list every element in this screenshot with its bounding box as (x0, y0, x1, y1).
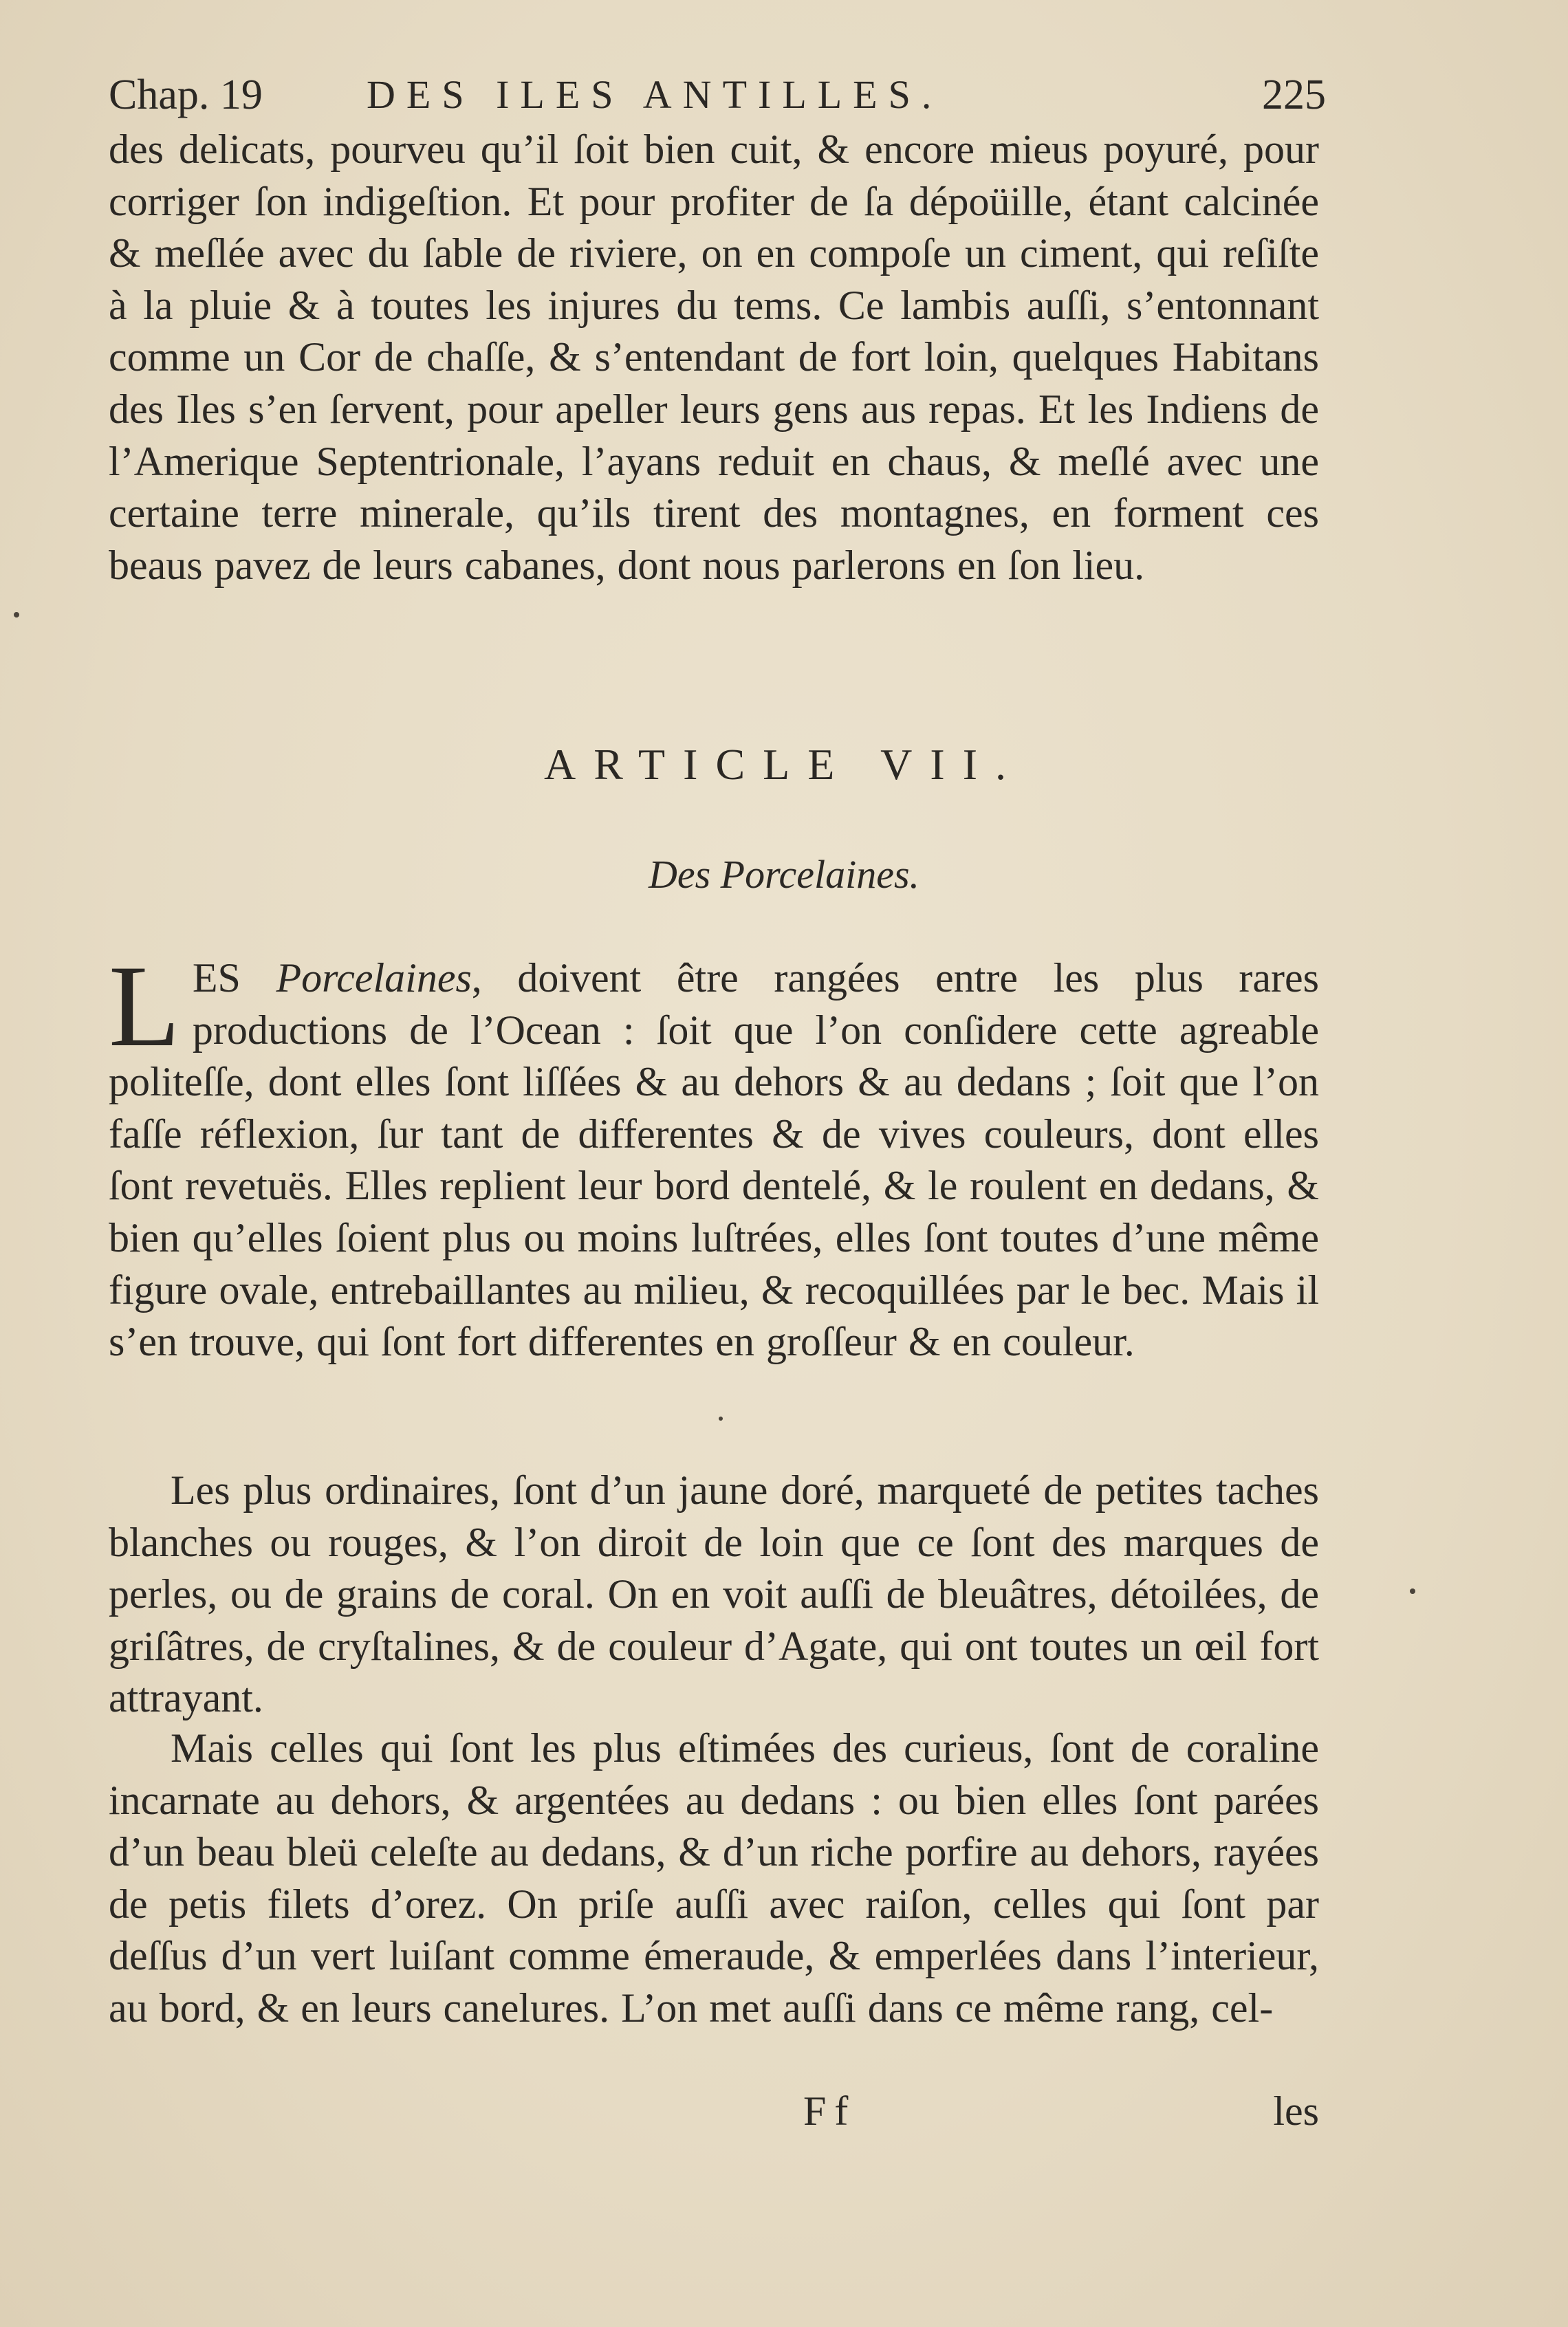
running-title: DES ILES ANTILLES. (367, 72, 943, 117)
page-footer (109, 2084, 1319, 2139)
paragraph-ordinaires: Les plus ordinaires, ſont d’un jaune doré, marqueté de petites taches blanches ou rouges, & l’on diroit de loin que ce ſont des marques de perles, ou de grains de coral. On en voit auſſi de bleuâtres, détoilées, de griſâtres, de cryſtalines, & de couleur d’Agate, qui ont toutes un œil fort attrayant. (109, 1467, 1319, 1721)
italic-term: Porcelaines (276, 955, 472, 1001)
paper-speck (719, 1417, 723, 1421)
article-heading: ARTICLE VII. (543, 740, 1025, 789)
signature-mark: Ff (803, 2088, 857, 2134)
paragraph-porcelaines-intro (109, 941, 1319, 1368)
paper-speck (1410, 1588, 1415, 1594)
article-subtitle: Des Porcelaines. (648, 852, 920, 897)
chapter-label: Chap. 19 (109, 72, 263, 118)
paragraph-lambis: des delicats, pourveu qu’il ſoit bien cuit, & encore mieus poyuré, pour corriger ſon indigeſtion. Et pour profiter de ſa dépoüille, étant calcinée & meſlée avec du ſable de riviere, on en compoſe un ciment, qui reſiſte à la pluie & à toutes les injures du tems. Ce lambis auſſi, s’entonnant comme un Cor de chaſſe, & s’entendant de fort loin, quelques Habitans des Iles s’en ſervent, pour apeller leurs gens aus repas. Et les Indiens de l’Amerique Septentrionale, l’ayans reduit en chaus, & meſlé avec une certaine terre minerale, qu’ils tirent des montagnes, en forment ces beaus pavez de leurs cabanes, dont nous parlerons en ſon lieu. (109, 127, 1319, 588)
catchword: les (1273, 2088, 1319, 2134)
paragraph-estimees: Mais celles qui ſont les plus eſtimées des curieus, ſont de coraline incarnate au dehors, & argentées au dedans : ou bien elles ſont parées d’un beau bleü celeſte au dedans, & d’un riche porfire au dehors, rayées de petis filets d’orez. On priſe auſſi avec raiſon, celles qui ſont par deſſus d’un vert luiſant comme émeraude, & emperlées dans l’interieur, au bord, & en leurs canelures. L’on met auſſi dans ce même rang, cel- (109, 1725, 1319, 2031)
drop-cap: L (109, 941, 180, 1071)
paragraph-text: , doivent être rangées entre les plus rares productions de l’Ocean : ſoit que l’on conſidere cette agreable politeſſe, dont elles ſont liſſées & au dehors & au dedans ; ſoit que l’on faſſe réflexion, ſur tant de differentes & de vives couleurs, dont elles ſont revetuës. Elles replient leur bord dentelé, & le roulent en dedans, & bien qu’elles ſoient plus ou moins luſtrées, elles ſont toutes d’une même figure ovale, entrebaillantes au milieu, & recoquillées par le bec. Mais il s’en trouve, qui ſont fort differentes en groſſeur & en couleur. (109, 955, 1319, 1365)
page-number: 225 (1262, 72, 1326, 118)
lead-caps: ES (192, 955, 241, 1001)
running-header (109, 67, 1326, 122)
paper-speck (14, 612, 19, 618)
